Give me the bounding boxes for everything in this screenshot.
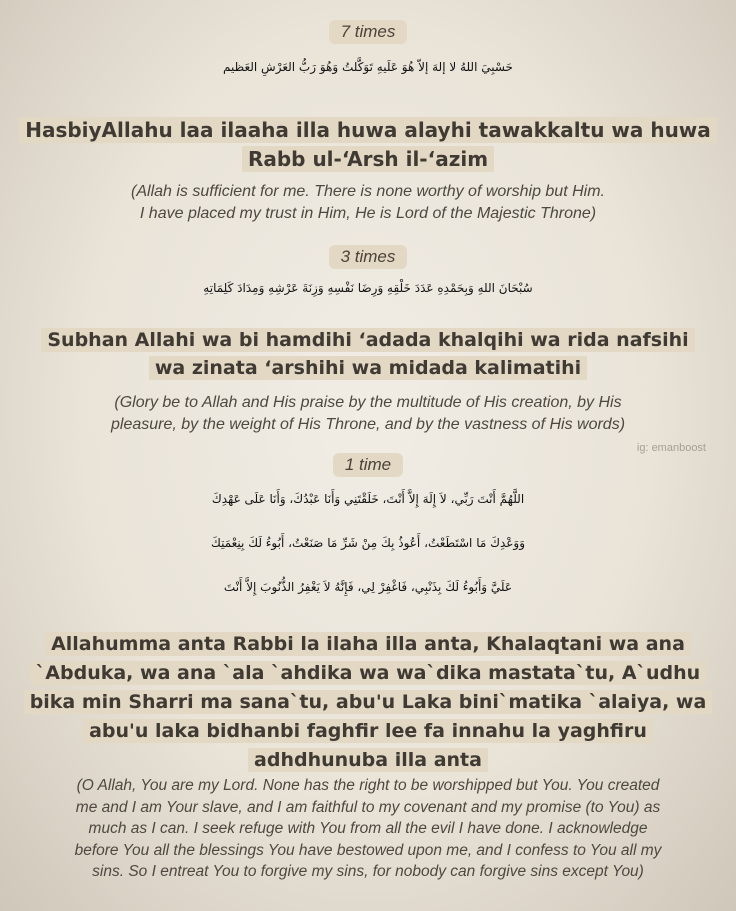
count-badge-1 xyxy=(0,453,736,477)
translation-line: (Allah is sufficient for me. There is none worthy of worship but Him. xyxy=(131,183,605,200)
translation-line: before You all the blessings You have bestowed upon me, and I confess to You all my xyxy=(74,841,662,859)
transliteration-sayyid-al-istighfar xyxy=(0,630,736,775)
arabic-line-2: وَوَعْدِكَ مَا اسْتَطَعْتُ، أَعُوذُ بِكَ مِنْ شَرِّ مَا صَنَعْتُ، أَبُوءُ لَكَ بِنِعْمَتِكَ xyxy=(210,536,526,550)
translation-line: pleasure, by the weight of His Throne, and by the vastness of His words) xyxy=(110,416,626,433)
translation-line: much as I can. I seek refuge with You from all the evil I have done. I acknowledge xyxy=(88,820,648,837)
translation-hasbiyallah xyxy=(0,181,736,225)
transliteration-line: adhdhunuba illa anta xyxy=(248,748,488,772)
transliteration-line: Rabb ul-‘Arsh il-‘azim xyxy=(242,146,494,172)
arabic-line-3: عَلَيَّ وَأَبُوءُ لَكَ بِذَنْبِي، فَاغْفِرْ لِي، فَإِنَّهُ لاَ يَغْفِرُ الذُّنُوبَ إِلاَّ أَنْتَ xyxy=(223,580,513,594)
translation-line: (Glory be to Allah and His praise by the multitude of His creation, by His xyxy=(114,394,622,411)
translation-subhanallah xyxy=(0,392,736,436)
arabic-line-1: اللَّهُمَّ أَنْتَ رَبِّي، لاَ إِلَهَ إِلاَّ أَنْتَ، خَلَقْتَنِي وَأَنَا عَبْدُكَ، وَأَنَا عَلَى عَهْدِكَ xyxy=(211,492,525,506)
transliteration-line: abu'u laka bidhanbi faghfir lee fa innahu la yaghfiru xyxy=(83,719,653,743)
count-badge-3 xyxy=(0,245,736,269)
arabic-text-subhanallah: سُبْحَانَ اللهِ وَبِحَمْدِهِ عَدَدَ خَلْقِهِ وَرِضَا نَفْسِهِ وَزِنَةَ عَرْشِهِ وَمِدَادَ كَلِمَاتِهِ xyxy=(203,281,533,295)
count-label: 1 time xyxy=(333,453,403,477)
count-label: 7 times xyxy=(329,20,408,44)
transliteration-subhanallah xyxy=(0,327,736,382)
transliteration-line: bika min Sharri ma sana`tu, abu'u Laka bini`matika `alaiya, wa xyxy=(24,690,713,714)
transliteration-line: Allahumma anta Rabbi la ilaha illa anta, Khalaqtani wa ana xyxy=(45,632,691,656)
arabic-text-hasbiyallah: حَسْبِيَ اللهُ لا إلهَ إلاّ هُوَ عَلَيهِ تَوَكَّلتُ وَهُوَ رَبُّ العَرْشِ العَظيم xyxy=(223,60,513,74)
translation-line: sins. So I entreat You to forgive my sins, for nobody can forgive sins except You) xyxy=(92,863,644,880)
translation-line: I have placed my trust in Him, He is Lord of the Majestic Throne) xyxy=(139,205,597,222)
transliteration-line: wa zinata ‘arshihi wa midada kalimatihi xyxy=(149,356,587,380)
credit-watermark: ig: emanboost xyxy=(636,442,706,454)
count-label: 3 times xyxy=(329,245,408,269)
transliteration-line: Subhan Allahi wa bi hamdihi ‘adada khalqihi wa rida nafsihi xyxy=(41,328,694,352)
translation-line: (O Allah, You are my Lord. None has the right to be worshipped but You. You created xyxy=(76,777,660,794)
transliteration-hasbiyallah xyxy=(0,116,736,174)
translation-line: me and I am Your slave, and I am faithful to my covenant and my promise (to You) as xyxy=(75,798,661,816)
count-badge-7 xyxy=(0,20,736,44)
translation-sayyid-al-istighfar xyxy=(0,775,736,883)
transliteration-line: `Abduka, wa ana `ala `ahdika wa wa`dika mastata`tu, A`udhu xyxy=(30,661,706,685)
transliteration-line: HasbiyAllahu laa ilaaha illa huwa alayhi tawakkaltu wa huwa xyxy=(19,117,717,143)
